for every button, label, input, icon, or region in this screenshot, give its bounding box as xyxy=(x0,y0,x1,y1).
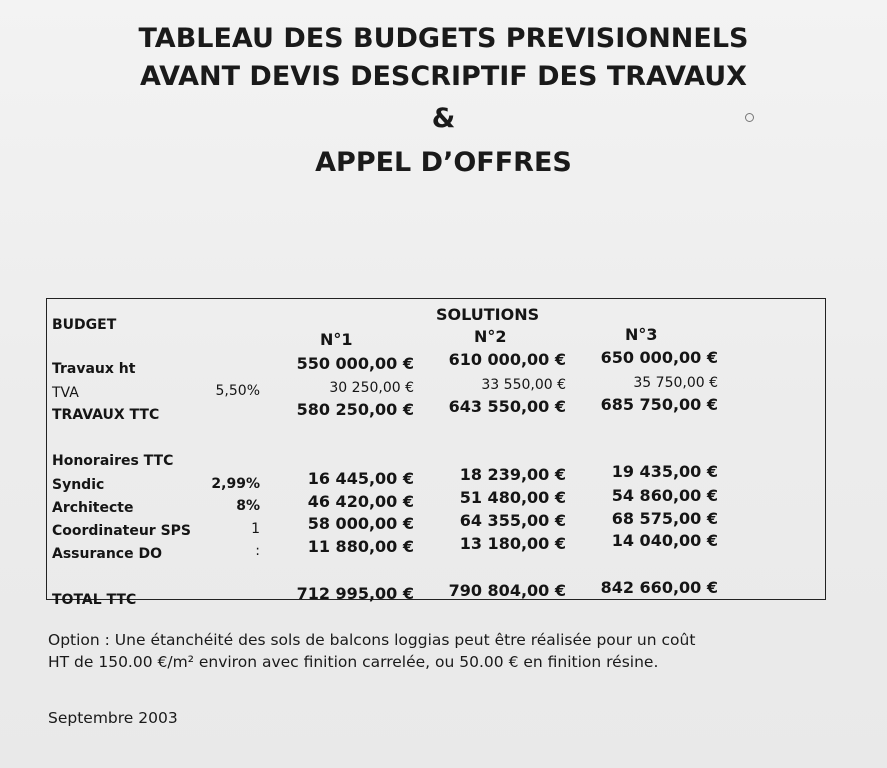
assurance-n2: 13 180,00 € xyxy=(459,534,566,553)
total-ttc-n2: 790 804,00 € xyxy=(448,581,566,600)
row-label-travaux-ht: Travaux ht xyxy=(52,361,136,377)
row-label-tva: TVA xyxy=(52,385,79,401)
assurance-n1: 11 880,00 € xyxy=(307,537,414,556)
title-line-2: AVANT DEVIS DESCRIPTIF DES TRAVAUX xyxy=(140,61,747,92)
coordinateur-n1: 58 000,00 € xyxy=(307,514,414,533)
row-label-coordinateur: Coordinateur SPS xyxy=(52,523,192,539)
syndic-n2: 18 239,00 € xyxy=(459,465,566,484)
budget-header: BUDGET xyxy=(52,317,117,333)
title-line-4: APPEL D’OFFRES xyxy=(315,147,572,178)
row-label-total-ttc: TOTAL TTC xyxy=(52,592,137,608)
scan-speck xyxy=(745,113,754,122)
title-ampersand: & xyxy=(431,103,456,134)
solutions-header: SOLUTIONS xyxy=(436,305,540,324)
row-label-travaux-ttc: TRAVAUX TTC xyxy=(52,407,160,423)
tva-n3: 35 750,00 € xyxy=(633,375,718,391)
travaux-ttc-n3: 685 750,00 € xyxy=(600,395,718,414)
coordinateur-n2: 64 355,00 € xyxy=(459,511,566,530)
tva-n1: 30 250,00 € xyxy=(329,380,414,396)
assurance-rate: : xyxy=(255,543,260,559)
architecte-n2: 51 480,00 € xyxy=(459,488,566,507)
tva-rate: 5,50% xyxy=(215,383,260,399)
row-label-assurance: Assurance DO xyxy=(52,546,162,562)
document-date: Septembre 2003 xyxy=(48,709,178,727)
travaux-ht-n2: 610 000,00 € xyxy=(448,350,566,369)
budget-table xyxy=(46,298,826,600)
architecte-n3: 54 860,00 € xyxy=(611,486,718,505)
column-header-3: N°3 xyxy=(625,325,658,344)
assurance-n3: 14 040,00 € xyxy=(611,531,718,550)
tva-n2: 33 550,00 € xyxy=(481,377,566,393)
travaux-ht-n1: 550 000,00 € xyxy=(296,354,414,373)
travaux-ttc-n2: 643 550,00 € xyxy=(448,397,566,416)
column-header-2: N°2 xyxy=(474,327,507,346)
coordinateur-n3: 68 575,00 € xyxy=(611,509,718,528)
option-note-line-2: HT de 150.00 €/m² environ avec finition carrelée, ou 50.00 € en finition résine. xyxy=(48,653,659,671)
row-label-syndic: Syndic xyxy=(52,477,105,493)
title-line-1: TABLEAU DES BUDGETS PREVISIONNELS xyxy=(138,23,749,54)
column-header-1: N°1 xyxy=(320,330,353,349)
travaux-ttc-n1: 580 250,00 € xyxy=(296,400,414,419)
syndic-rate: 2,99% xyxy=(211,476,260,492)
total-ttc-n3: 842 660,00 € xyxy=(600,578,718,597)
coordinateur-rate: 1 xyxy=(251,521,260,537)
travaux-ht-n3: 650 000,00 € xyxy=(600,348,718,367)
syndic-n3: 19 435,00 € xyxy=(611,462,718,481)
total-ttc-n1: 712 995,00 € xyxy=(296,584,414,603)
option-note-line-1: Option : Une étanchéité des sols de balcons loggias peut être réalisée pour un coût xyxy=(48,631,696,649)
architecte-rate: 8% xyxy=(236,498,260,514)
syndic-n1: 16 445,00 € xyxy=(307,469,414,488)
architecte-n1: 46 420,00 € xyxy=(307,492,414,511)
row-label-honoraires: Honoraires TTC xyxy=(52,453,174,469)
row-label-architecte: Architecte xyxy=(52,500,134,516)
